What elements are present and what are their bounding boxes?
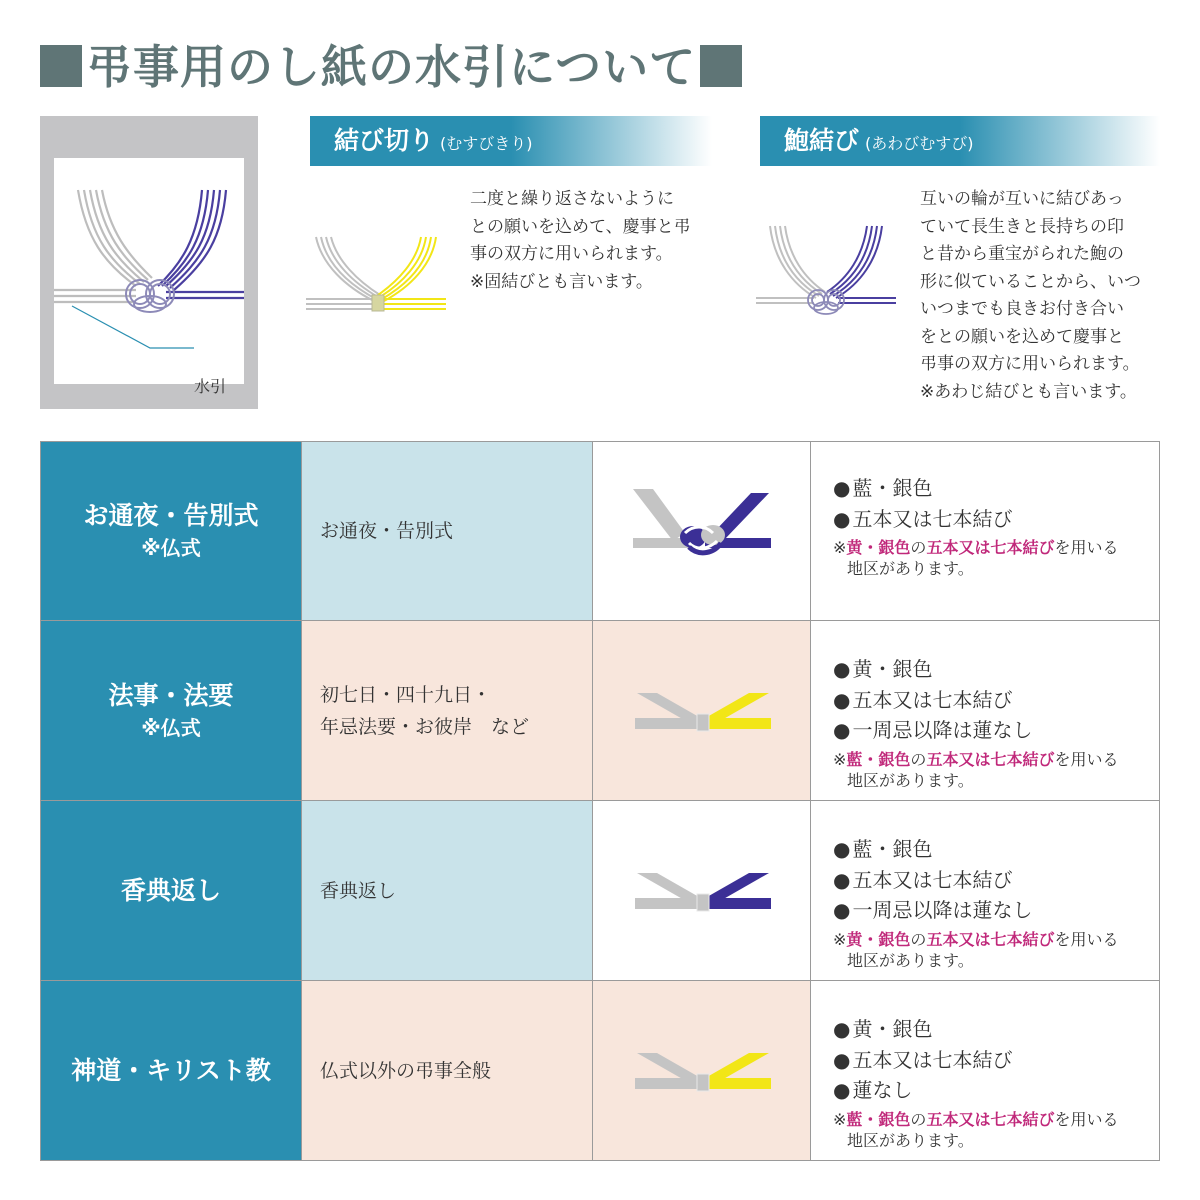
table-row — [40, 981, 1160, 1161]
info-bullet: ● 五本又は七本結び — [833, 867, 1013, 892]
info-bullet: ● 黄・銀色 — [833, 657, 933, 681]
info-bullet: ● 黄・銀色 — [833, 1017, 933, 1041]
category-label: 法事・法要 — [108, 681, 234, 710]
occasion-cell — [302, 981, 593, 1161]
occasion-cell — [302, 441, 593, 621]
page-title — [40, 36, 760, 98]
musubikiri-name: 結び切り — [334, 126, 435, 155]
knot-cell — [593, 441, 811, 621]
musubikiri-yellow-silver-knot-icon — [593, 621, 811, 801]
table-row — [40, 621, 1160, 801]
occasion-cell — [302, 801, 593, 981]
musubikiri-description: 二度と繰り返さないように との願いを込めて、慶事と弔 事の双方に用いられます。 ※固結びとも言います。 — [470, 189, 691, 292]
info-bullet: ● 一周忌以降は蓮なし — [833, 898, 1033, 922]
info-cell — [811, 801, 1160, 981]
awabi-name: 鮑結び — [784, 126, 860, 155]
table-row — [40, 801, 1160, 981]
awabi-knot-icon — [756, 220, 896, 320]
mizuhiki-awabi-illustration — [54, 158, 244, 384]
category-label: お通夜・告別式 — [83, 501, 259, 530]
info-note: ※藍・銀色の五本又は七本結びを用いる 地区があります。 — [833, 749, 1119, 790]
info-cell — [811, 981, 1160, 1161]
occasion-line: 初七日・四十九日・ — [320, 684, 492, 706]
info-bullet: ● 五本又は七本結び — [833, 687, 1013, 712]
table-row — [40, 441, 1160, 621]
occasion-line: お通夜・告別式 — [320, 520, 454, 542]
awabi-heading — [760, 116, 1160, 166]
awabi-indigo-silver-knot-icon — [593, 441, 811, 621]
title-square-left — [40, 45, 82, 87]
category-cell — [40, 441, 302, 621]
info-bullet: ● 藍・銀色 — [833, 476, 933, 500]
musubikiri-heading — [310, 116, 712, 166]
title-square-right — [700, 45, 742, 87]
knot-cell — [593, 621, 811, 801]
info-bullet: ● 蓮なし — [833, 1078, 913, 1102]
musubikiri-indigo-silver-knot-icon — [593, 801, 811, 981]
title-text: 弔事用のし紙の水引について — [86, 40, 697, 94]
info-bullet: ● 一周忌以降は蓮なし — [833, 718, 1033, 742]
awabi-ruby: (あわびむすび) — [865, 134, 974, 153]
occasion-line: 年忌法要・お彼岸 など — [320, 716, 530, 738]
category-cell — [40, 981, 302, 1161]
info-bullet: ● 五本又は七本結び — [833, 1047, 1013, 1072]
info-note: ※黄・銀色の五本又は七本結びを用いる 地区があります。 — [833, 538, 1119, 578]
category-cell — [40, 801, 302, 981]
info-cell — [811, 441, 1160, 621]
occasion-cell — [302, 621, 593, 801]
occasion-line: 仏式以外の弔事全般 — [320, 1060, 492, 1082]
knot-cell — [593, 981, 811, 1161]
category-label: 神道・キリスト教 — [71, 1056, 271, 1085]
info-cell — [811, 621, 1160, 801]
noshi-paper — [54, 158, 244, 396]
mizuhiki-usage-table — [40, 441, 1160, 1161]
mizuhiki-label: 水引 — [194, 377, 227, 396]
info-note: ※藍・銀色の五本又は七本結びを用いる 地区があります。 — [833, 1109, 1119, 1150]
info-bullet: ● 藍・銀色 — [833, 837, 933, 861]
musubikiri-ruby: (むすびきり) — [440, 134, 533, 153]
musubikiri-knot-icon — [306, 225, 446, 315]
category-label: 香典返し — [120, 876, 221, 905]
info-note: ※黄・銀色の五本又は七本結びを用いる 地区があります。 — [833, 929, 1119, 970]
knot-cell — [593, 801, 811, 981]
info-bullet: ● 五本又は七本結び — [833, 506, 1013, 531]
category-cell — [40, 621, 302, 801]
mizuhiki-illustration — [40, 116, 258, 409]
musubikiri-yellow-silver-knot-icon — [593, 981, 811, 1161]
category-note: ※仏式 — [141, 536, 201, 560]
occasion-line: 香典返し — [320, 880, 397, 902]
awabi-description: 互いの輪が互いに結びあっ ていて長生きと長持ちの印 と昔から重宝がられた鮑の 形に似ていることから、いつ いつまでも良きお付き合い をとの願いを込めて慶事と 弔事の双方に用いられます。 ※あわじ結びとも言います。 — [920, 189, 1141, 402]
category-note: ※仏式 — [141, 716, 201, 740]
